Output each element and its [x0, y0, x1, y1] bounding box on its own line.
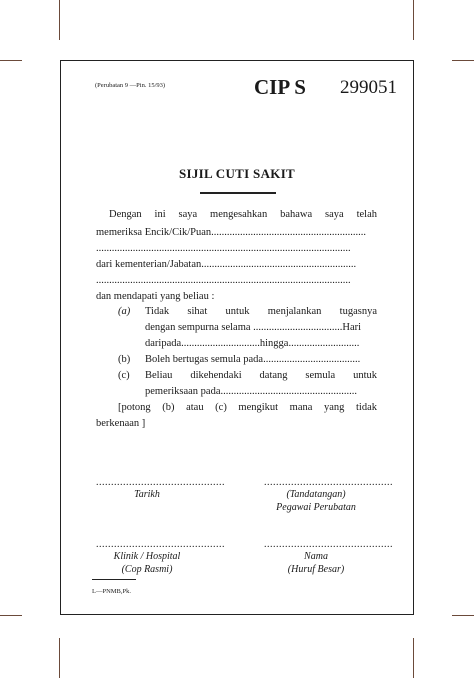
option-a-label: (a)	[118, 306, 131, 317]
date-caption: Tarikh	[134, 489, 160, 500]
crop-mark	[59, 0, 60, 40]
note-line-1: [potong (b) atau (c) mengikut mana yang tidak	[118, 402, 377, 413]
crop-mark	[413, 0, 414, 40]
crop-mark	[452, 615, 474, 616]
name-dotted-line: ...........................................	[264, 539, 393, 550]
crop-mark	[452, 60, 474, 61]
clinic-dotted-line: ...........................................	[96, 539, 225, 550]
crop-mark	[0, 60, 22, 61]
crop-mark	[413, 638, 414, 678]
option-c-line-1: Beliau dikehendaki datang semula untuk	[145, 370, 377, 381]
clinic-caption: Klinik / Hospital	[113, 551, 181, 562]
title-underline	[200, 192, 276, 194]
crop-mark	[0, 615, 22, 616]
printer-code: L—PNMB,Pk.	[92, 588, 132, 595]
note-line-2: berkenaan ]	[96, 418, 146, 429]
name-caption: Nama	[304, 551, 328, 562]
form-title: SIJIL CUTI SAKIT	[178, 166, 296, 181]
ministry-line: dari kementerian/Jabatan...........................................................	[96, 259, 357, 270]
stamp-caption: (Cop Rasmi)	[121, 564, 173, 575]
option-b-label: (b)	[118, 354, 131, 365]
intro-line-1: Dengan ini saya mengesahkan bahawa saya telah	[109, 209, 377, 220]
option-a-line-1: Tidak sihat untuk menjalankan tugasnya	[145, 306, 377, 317]
signature-dotted-line: ...........................................	[264, 477, 393, 488]
option-c-label: (c)	[118, 370, 130, 381]
dotted-line-1: .................................................................................................	[96, 243, 351, 254]
option-c-line-2: pemeriksaan pada....................................................	[145, 386, 358, 397]
signature-caption: (Tandatangan)	[286, 489, 346, 500]
option-a-line-2: dengan sempurna selama ..................................Hari	[145, 322, 362, 333]
form-code: CIP S	[254, 75, 306, 99]
sick-leave-form	[60, 60, 414, 615]
found-line: dan mendapati yang beliau :	[96, 291, 215, 302]
crop-mark	[59, 638, 60, 678]
intro-line-2: memeriksa Encik/Cik/Puan...........................................................	[96, 227, 367, 238]
footer-rule	[92, 579, 136, 580]
amendment-note: (Perubatan 9 —Pin. 15/93)	[95, 82, 166, 89]
option-a-line-3: daripada..............................hingga...........................	[145, 338, 360, 349]
serial-number: 299051	[340, 77, 397, 98]
dotted-line-2: .................................................................................................	[96, 275, 351, 286]
officer-caption: Pegawai Perubatan	[276, 502, 356, 513]
option-b-line: Boleh bertugas semula pada.....................................	[145, 354, 361, 365]
block-letters-caption: (Huruf Besar)	[287, 564, 345, 575]
date-dotted-line: ...........................................	[96, 477, 225, 488]
